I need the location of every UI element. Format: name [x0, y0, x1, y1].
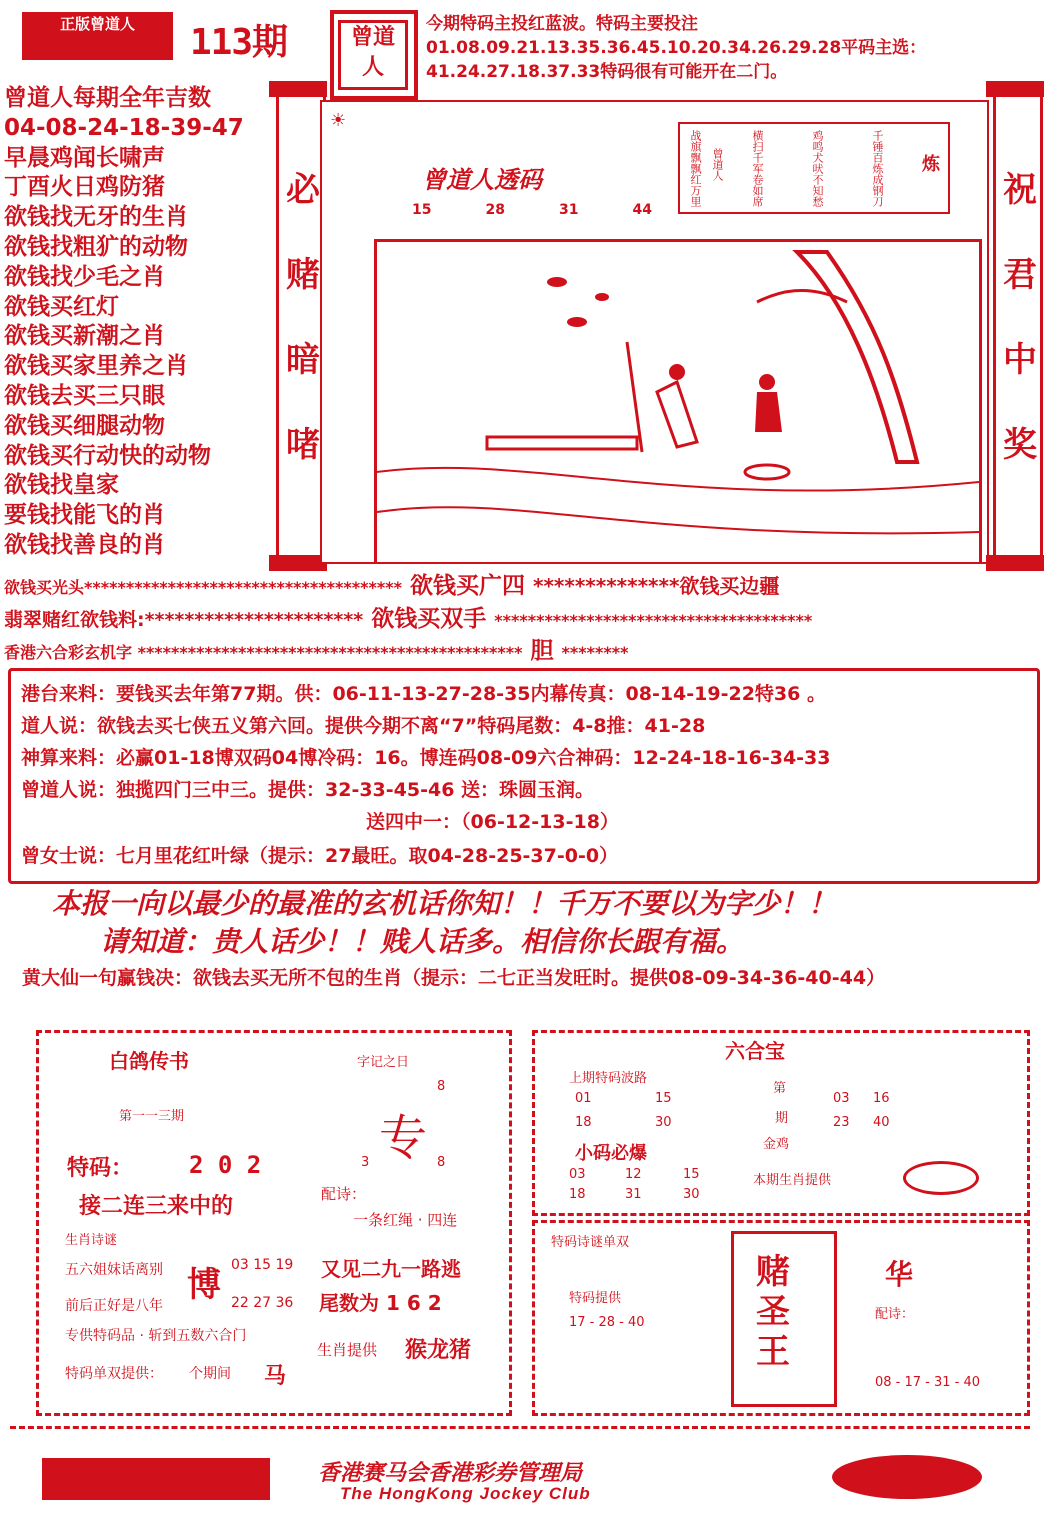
mid-label: 金鸡	[763, 1137, 790, 1152]
lucky-list-item: 早晨鸡闻长啸声	[4, 144, 165, 171]
jockey-club-logo-left	[42, 1458, 270, 1500]
verse-box	[678, 122, 950, 214]
poem-line: 专供特码品 · 斩到五数六合门	[65, 1328, 247, 1344]
line-key: 胆	[530, 638, 554, 664]
pei-text: 一条红绳 · 四连	[353, 1211, 458, 1229]
tip-row: 道人说：欲钱去买七侠五义第六回。提供今期不离“7”特码尾数：4-8推：41-28	[21, 715, 706, 737]
scroll-cap-top	[269, 81, 327, 97]
num: 03	[833, 1091, 850, 1106]
jing-char: 圣	[756, 1292, 790, 1332]
num: 30	[655, 1115, 672, 1130]
huang-daxian-line: 黄大仙一句赢钱决：欲钱去买无所不包的生肖（提示：二七正当发旺时。提供08-09-34-36-40-44）	[22, 967, 886, 989]
lucky-list-item: 欲钱找少毛之肖	[4, 263, 165, 290]
nums-a: 03 15 19	[231, 1257, 294, 1273]
picture-title: 曾道人透码	[422, 165, 542, 194]
verse-attribution: 曾道人	[711, 148, 724, 181]
scroll-char: 君	[1003, 255, 1037, 295]
dusheng-box	[731, 1231, 837, 1407]
right-scroll	[993, 92, 1043, 560]
pei-label: 配诗：	[321, 1185, 367, 1203]
num: 31	[625, 1187, 642, 1202]
mid-label: 期	[775, 1111, 789, 1126]
lucky-list-item: 欲钱找皇家	[4, 472, 119, 499]
num: 15	[655, 1091, 672, 1106]
benqi-label: 本期生肖提供	[753, 1173, 832, 1188]
shengxiao-label: 生肖诗谜	[65, 1233, 118, 1248]
tema-label: 特码：	[67, 1156, 134, 1181]
headline-text: 今期特码主投红蓝波。特码主要投注01.08.09.21.13.35.36.45.10.20.34.26.29.28平码主选：41.24.27.18.37.33特码很有可能开在二门。	[426, 14, 927, 82]
shengxiao-value: 猴龙猪	[405, 1337, 472, 1363]
pei-label: 配诗：	[875, 1307, 915, 1322]
pic-num: 44	[632, 202, 652, 218]
pic-num: 31	[559, 202, 579, 218]
picture-numbers	[412, 202, 652, 218]
lucky-list-item: 欲钱买行动快的动物	[4, 442, 211, 469]
verse-side-label: 炼	[922, 154, 940, 175]
poem-line: 前后正好是八年	[65, 1298, 163, 1314]
num: 23	[833, 1115, 850, 1130]
dusheng-panel	[532, 1220, 1030, 1416]
lucky-list-item: 04-08-24-18-39-47	[4, 114, 244, 141]
zi-num: 8	[437, 1079, 446, 1094]
tip-row: 神算来料：必赢01-18博双码04博冷码：16。博连码08-09六合神码：12-24-18-16-34-33	[21, 747, 831, 769]
scroll-char: 奖	[1003, 425, 1037, 465]
line-key: 欲钱买双手	[371, 606, 487, 632]
line-text: 欲钱买光头**************************************	[4, 578, 402, 597]
lucky-list-item: 欲钱找善良的肖	[4, 531, 165, 558]
jie-line: 接二连三来中的	[79, 1193, 234, 1219]
num: 16	[873, 1091, 890, 1106]
lucky-list	[4, 84, 274, 561]
tips-box	[8, 668, 1040, 884]
num: 01	[575, 1091, 592, 1106]
panel-title: 六合宝	[725, 1039, 785, 1063]
long-line-2	[4, 600, 812, 633]
scroll-char: 必	[286, 170, 320, 210]
lucky-list-item: 欲钱买红灯	[4, 293, 119, 320]
scroll-char: 暗	[286, 340, 320, 380]
left-scroll	[276, 92, 326, 560]
footer-en: The HongKong Jockey Club	[340, 1484, 591, 1503]
scene-illustration	[377, 242, 979, 562]
verse-line: 鸡鸣犬吠不知愁	[811, 130, 824, 207]
line-text: 香港六合彩玄机字 **********************************************	[4, 643, 523, 662]
sun-icon: ☀	[330, 110, 347, 131]
lucky-list-item: 欲钱去买三只眼	[4, 382, 165, 409]
danma-label: 特码单双提供：	[65, 1366, 163, 1382]
tema-shi: 特码诗谜单双	[551, 1235, 630, 1250]
line-text: 翡翠赌红欲钱料:**********************	[4, 609, 364, 631]
panel-title: 白鸽传书	[109, 1049, 189, 1073]
line-text: **************欲钱买边疆	[533, 574, 780, 598]
jing-char: 王	[756, 1332, 790, 1372]
num: 30	[683, 1187, 700, 1202]
lucky-list-item: 欲钱找无牙的生肖	[4, 204, 188, 231]
weishu: 尾数为 1 6 2	[319, 1291, 442, 1315]
scroll-cap-bottom	[986, 555, 1044, 571]
lucky-list-item: 欲钱买家里养之肖	[4, 353, 188, 380]
footer-cn: 香港赛马会香港彩券管理局	[318, 1460, 583, 1486]
zi-char: 专	[379, 1110, 428, 1166]
pic-num: 28	[485, 202, 505, 218]
jockey-club-logo-right	[832, 1455, 982, 1499]
nums5: 08 - 17 - 31 - 40	[875, 1375, 981, 1390]
tip-row: 曾道人说：独揽四门三中三。提供：32-33-45-46 送：珠圆玉润。	[21, 779, 595, 801]
zi-num: 8	[437, 1155, 446, 1170]
num: 15	[683, 1167, 700, 1182]
footer-divider	[10, 1426, 1030, 1429]
zi-num: 3	[361, 1155, 370, 1170]
xiaoma-label: 小码必爆	[575, 1143, 647, 1164]
danma-value: 个期间	[189, 1366, 231, 1382]
baige-panel	[36, 1030, 512, 1416]
masthead-logo: 正版曾道人	[22, 12, 173, 60]
scroll-char: 啫	[286, 425, 320, 465]
issue-number: 113期	[190, 22, 288, 63]
num: 40	[873, 1115, 890, 1130]
line-text: ********	[561, 643, 629, 662]
tema-value: 2 0 2	[189, 1151, 262, 1179]
nums4: 17 - 28 - 40	[569, 1315, 645, 1330]
lucky-list-item: 要钱找能飞的肖	[4, 502, 165, 529]
num: 03	[569, 1167, 586, 1182]
verse-line: 横扫千军卷如席	[751, 130, 764, 207]
tip-row: 港台来料：要钱买去年第77期。供：06-11-13-27-28-35内幕传真：08-14-19-22特36 。	[21, 683, 826, 705]
ma-char: 马	[264, 1364, 287, 1389]
num: 18	[575, 1115, 592, 1130]
line-text: **************************************	[494, 611, 813, 630]
num: 18	[569, 1187, 586, 1202]
tema-give: 特码提供	[569, 1291, 622, 1306]
tip-row: 曾女士说：七月里花红叶绿（提示：27最旺。取04-28-25-37-0-0）	[21, 845, 619, 867]
tip-row: 送四中一：（06-12-13-18）	[366, 811, 619, 833]
hua-char: 华	[885, 1258, 914, 1291]
slogan-1: 本报一向以最少的最准的玄机话你知！！千万不要以为字少！！	[52, 887, 837, 920]
seal-text: 曾道人	[338, 20, 408, 90]
line-key: 欲钱买广四	[409, 573, 525, 599]
long-line-3	[4, 632, 628, 665]
mid-label: 第	[773, 1081, 787, 1096]
scroll-char: 祝	[1003, 170, 1037, 210]
seal-logo	[330, 10, 418, 100]
lucky-list-item: 欲钱买细腿动物	[4, 412, 165, 439]
ink-scene	[374, 239, 982, 564]
lucky-list-item: 曾道人每期全年吉数	[4, 85, 211, 111]
scroll-cap-top	[986, 81, 1044, 97]
lucky-list-item: 欲钱找粗犷的动物	[4, 233, 188, 260]
pic-num: 15	[412, 202, 432, 218]
shengxiao-give: 生肖提供	[317, 1341, 378, 1359]
jing-char: 赌	[756, 1252, 790, 1292]
zi-label: 字记之日	[357, 1055, 410, 1070]
num: 12	[625, 1167, 642, 1182]
poem-line: 五六姐妹话离别	[65, 1262, 163, 1278]
scroll-char: 赌	[286, 255, 320, 295]
fortune-picture	[320, 100, 989, 564]
slogan-2: 请知道：贵人话少！！贱人话多。相信你长跟有福。	[100, 925, 745, 958]
liuhebao-panel	[532, 1030, 1030, 1216]
lucky-list-item: 欲钱买新潮之肖	[4, 323, 165, 350]
section-label: 上期特码波路	[569, 1071, 648, 1086]
lucky-list-item: 丁酉火日鸡防猪	[4, 174, 165, 201]
long-line-1	[4, 567, 779, 600]
big-char: 博	[187, 1265, 221, 1305]
nums-b: 22 27 36	[231, 1295, 294, 1311]
verse-line: 千锤百炼成钢刀	[871, 130, 884, 207]
verse-line: 战旗飘飘红万里	[689, 130, 702, 207]
panel-period: 第一一三期	[119, 1109, 185, 1124]
youjian: 又见二九一路逃	[321, 1257, 461, 1281]
seal-oval-icon	[903, 1161, 979, 1195]
scroll-char: 中	[1003, 340, 1037, 380]
